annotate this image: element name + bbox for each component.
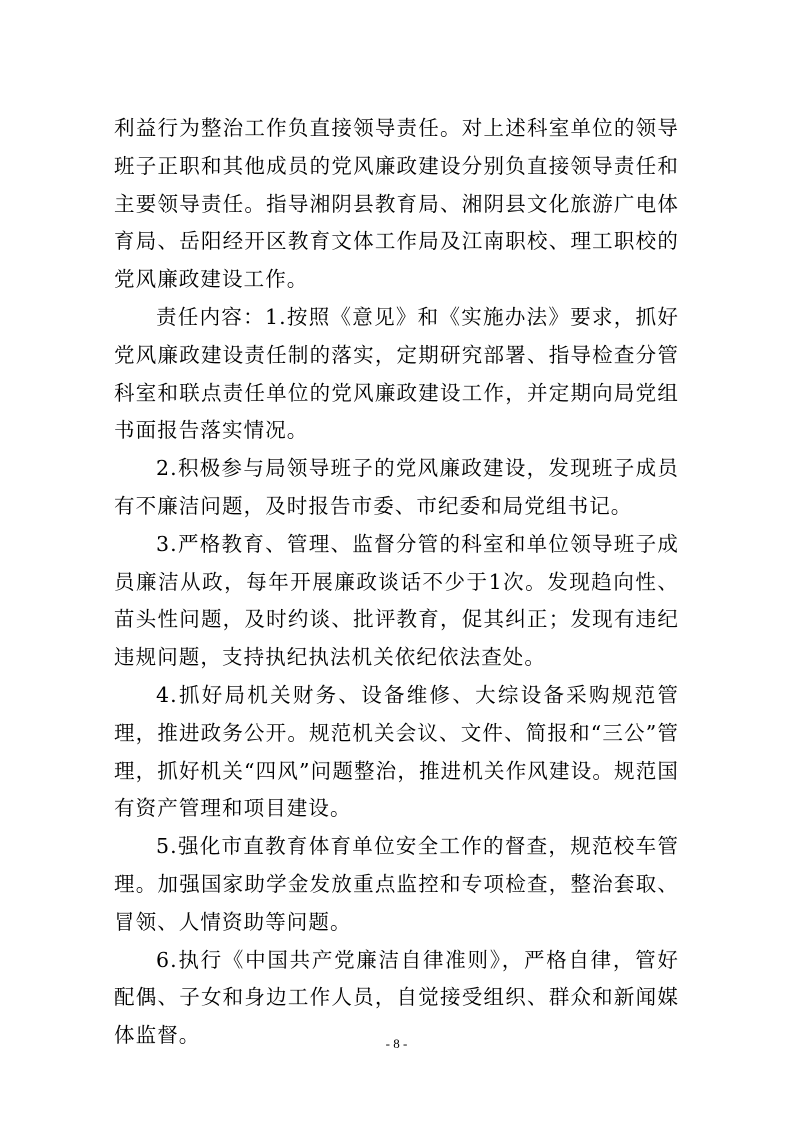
paragraph-item-2: 2.积极参与局领导班子的党风廉政建设，发现班子成员有不廉洁问题，及时报告市委、市纪委和局党组书记。 <box>114 456 679 518</box>
paragraph-item-6: 6.执行《中国共产党廉洁自律准则》，严格自律，管好配偶、子女和身边工作人员，自觉接受组织、群众和新闻媒体监督。 <box>114 947 679 1048</box>
paragraph-item-4: 4.抓好局机关财务、设备维修、大综设备采购规范管理，推进政务公开。规范机关会议、文件、简报和“三公”管理，抓好机关“四风”问题整治，推进机关作风建设。规范国有资产管理和项目建设。 <box>114 682 679 821</box>
document-body <box>114 110 679 1055</box>
paragraph-item-5: 5.强化市直教育体育单位安全工作的督查，规范校车管理。加强国家助学金发放重点监控和专项检查，整治套取、冒领、人情资助等问题。 <box>114 834 679 934</box>
paragraph-responsibility-content: 责任内容：1.按照《意见》和《实施办法》要求，抓好党风廉政建设责任制的落实，定期研究部署、指导检查分管科室和联点责任单位的党风廉政建设工作，并定期向局党组书面报告落实情况。 <box>114 304 679 443</box>
paragraph-continuation: 利益行为整治工作负直接领导责任。对上述科室单位的领导班子正职和其他成员的党风廉政建设分别负直接领导责任和主要领导责任。指导湘阴县教育局、湘阴县文化旅游广电体育局、岳阳经开区教育文体工作局及江南职校、理工职校的党风廉政建设工作。 <box>114 116 679 292</box>
paragraph-item-3: 3.严格教育、管理、监督分管的科室和单位领导班子成员廉洁从政，每年开展廉政谈话不少于1次。发现趋向性、苗头性问题，及时约谈、批评教育，促其纠正；发现有违纪违规问题，支持执纪执法机关依纪依法查处。 <box>114 531 679 670</box>
page-number: - 8 - <box>385 1036 408 1051</box>
